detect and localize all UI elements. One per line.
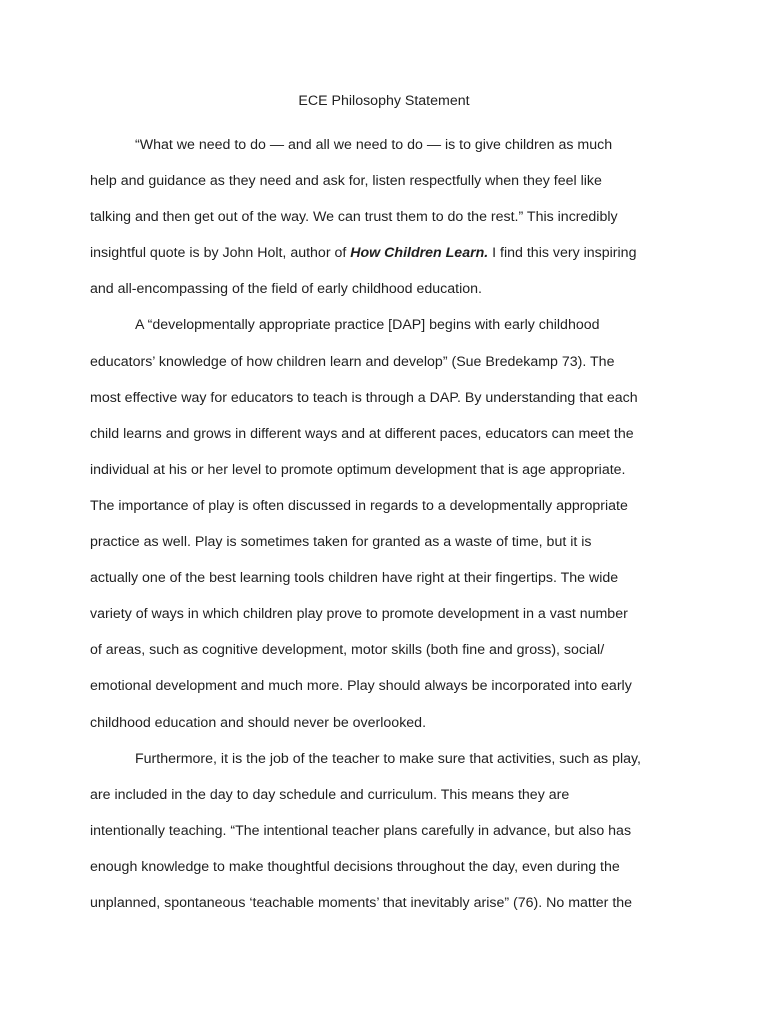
text-line: help and guidance as they need and ask for, listen respectfully when they feel like (90, 173, 602, 190)
text-line: A “developmentally appropriate practice [DAP] begins with early childhood (135, 317, 600, 334)
text-line: and all-encompassing of the field of early childhood education. (90, 281, 482, 298)
text-line: talking and then get out of the way. We can trust them to do the rest.” This incredibly (90, 209, 618, 226)
text-line-with-book-title (90, 235, 670, 271)
text-line: child learns and grows in different ways and at different paces, educators can meet the (90, 425, 634, 442)
text-line: The importance of play is often discussed in regards to a developmentally appropriate (90, 497, 628, 514)
text-segment: insightful quote is by John Holt, author of (90, 245, 351, 262)
book-title: How Children Learn. (350, 245, 489, 262)
document-body (90, 127, 670, 921)
text-line: individual at his or her level to promote optimum development that is age appropriate. (90, 461, 626, 478)
text-line: educators’ knowledge of how children learn and develop” (Sue Bredekamp 73). The (90, 353, 615, 370)
text-line: are included in the day to day schedule and curriculum. This means they are (90, 786, 570, 803)
text-line: enough knowledge to make thoughtful decisions throughout the day, even during the (90, 858, 620, 875)
text-line: “What we need to do — and all we need to do — is to give children as much (135, 137, 613, 153)
text-line: of areas, such as cognitive development, motor skills (both fine and gross), social/ (90, 642, 605, 659)
document-title: ECE Philosophy Statement (298, 93, 470, 109)
text-line: actually one of the best learning tools children have right at their fingertips. The wide (90, 570, 619, 587)
text-line: Furthermore, it is the job of the teacher to make sure that activities, such as play, (135, 750, 641, 767)
text-line: practice as well. Play is sometimes taken for granted as a waste of time, but it is (90, 534, 592, 551)
text-line: variety of ways in which children play prove to promote development in a vast number (90, 606, 628, 623)
text-line: intentionally teaching. “The intentional teacher plans carefully in advance, but also has (90, 822, 632, 839)
text-line: childhood education and should never be overlooked. (90, 714, 427, 731)
text-line: most effective way for educators to teach is through a DAP. By understanding that each (90, 389, 638, 406)
text-segment: I find this very inspiring (488, 245, 637, 262)
text-line: emotional development and much more. Play should always be incorporated into early (90, 678, 632, 695)
text-line: unplanned, spontaneous ‘teachable moments’ that inevitably arise” (76). No matter the (90, 894, 633, 911)
